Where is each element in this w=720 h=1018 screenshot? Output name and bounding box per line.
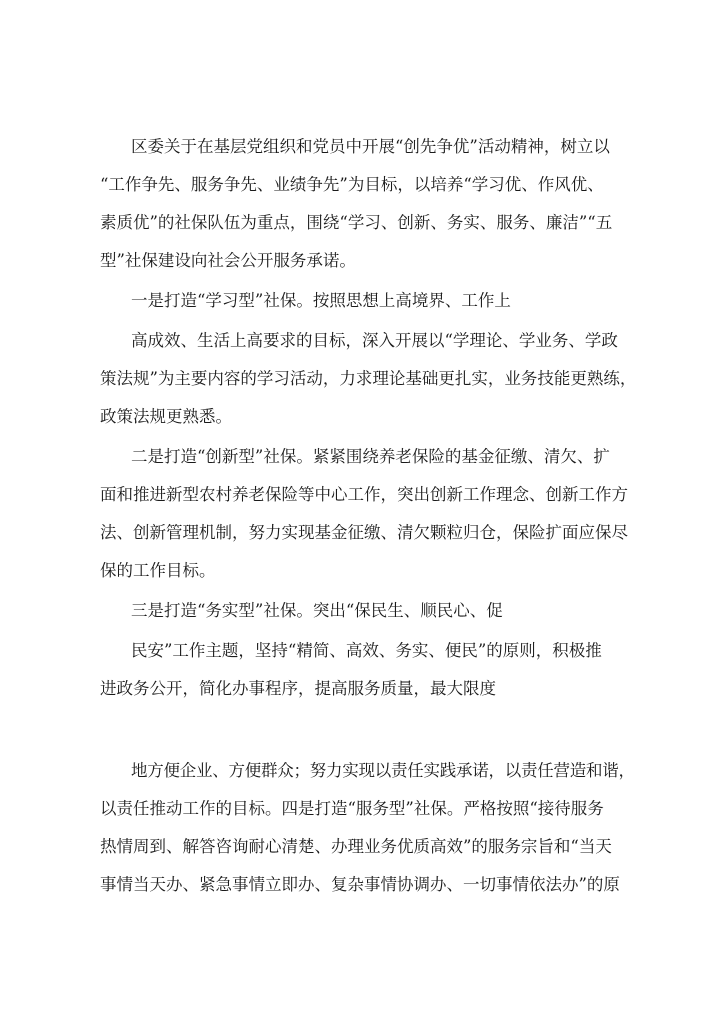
text-line: 热情周到、解答咨询耐心清楚、办理业务优质高效”的服务宗旨和“当天	[100, 837, 612, 856]
text-line: 面和推进新型农村养老保险等中心工作，突出创新工作理念、创新工作方	[100, 485, 628, 504]
text-line: 政策法规更熟悉。	[100, 407, 232, 426]
text-line: 策法规”为主要内容的学习活动，力求理论基础更扎实，业务技能更熟练，	[100, 369, 637, 388]
text-line: 进政务公开，简化办事程序，提高服务质量，最大限度	[100, 679, 496, 698]
text-line: 事情当天办、紧急事情立即办、复杂事情协调办、一切事情依法办”的原	[100, 875, 620, 894]
text-line: 高成效、生活上高要求的目标，深入开展以“学理论、学业务、学政	[131, 331, 618, 350]
text-line: 保的工作目标。	[100, 561, 216, 580]
text-line: 区委关于在基层党组织和党员中开展“创先争优”活动精神，树立以	[131, 137, 610, 156]
text-line: “工作争先、服务争先、业绩争先”为目标，以培养“学习优、作风优、	[100, 175, 604, 194]
text-line: 以责任推动工作的目标。四是打造“服务型”社保。严格按照“接待服务	[100, 799, 604, 818]
text-line: 法、创新管理机制，努力实现基金征缴、清欠颗粒归仓，保险扩面应保尽	[100, 523, 628, 542]
text-line: 型”社保建设向社会公开服务承诺。	[100, 251, 356, 270]
text-line: 三是打造“务实型”社保。突出“保民生、顺民心、促	[131, 601, 503, 620]
text-line: 一是打造“学习型”社保。按照思想上高境界、工作上	[131, 291, 511, 310]
text-line: 二是打造“创新型”社保。紧紧围绕养老保险的基金征缴、清欠、扩	[131, 447, 610, 466]
text-line: 素质优”的社保队伍为重点，围绕“学习、创新、务实、服务、廉洁”“五	[100, 213, 613, 232]
text-line: 地方便企业、方便群众；努力实现以责任实践承诺，以责任营造和谐，	[131, 761, 635, 780]
text-line: 民安”工作主题，坚持“精简、高效、务实、便民”的原则，积极推	[131, 641, 602, 660]
